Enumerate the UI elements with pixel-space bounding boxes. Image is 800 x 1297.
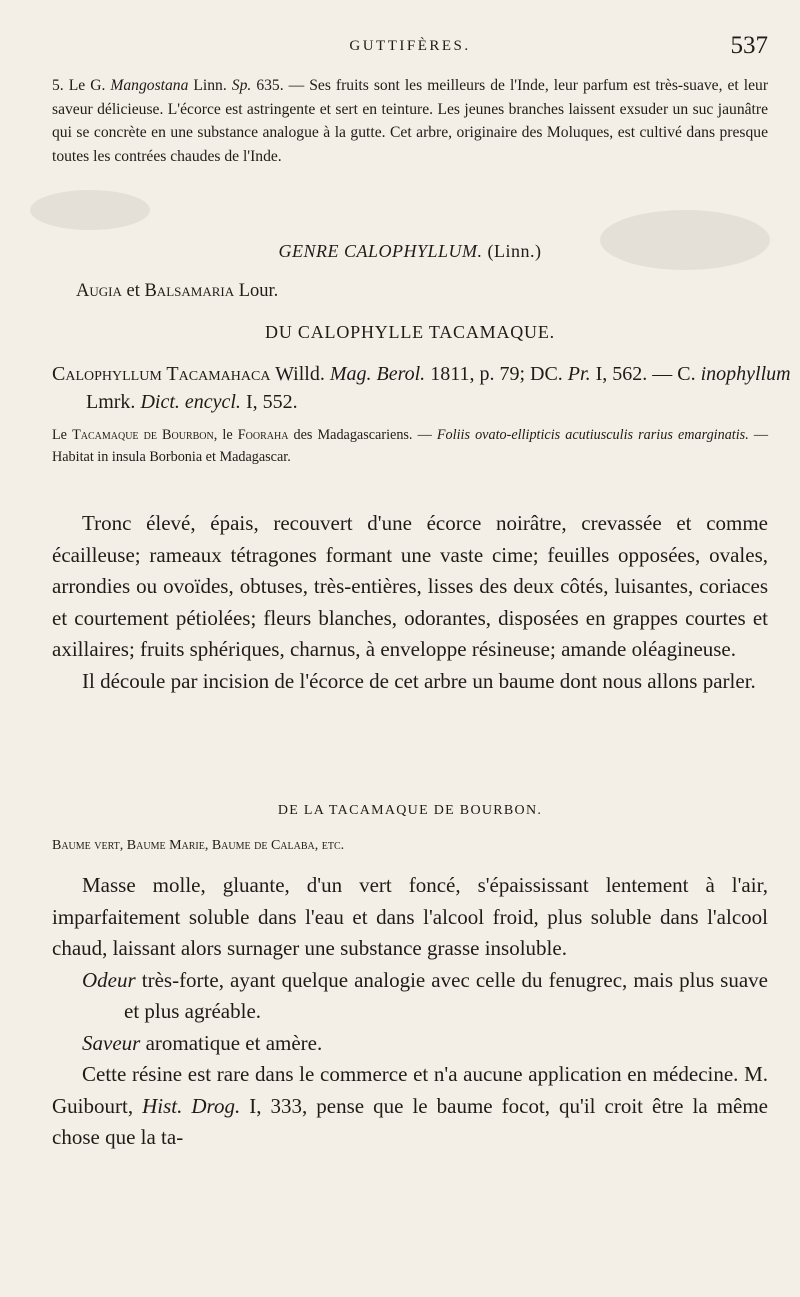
synonymy-ref1-rest: 1811, p. 79; DC. [430, 363, 563, 385]
synonymy-ref3-rest: I, 552. [245, 391, 298, 413]
page-number: 537 [730, 32, 768, 59]
odeur-label: Odeur [82, 967, 136, 992]
saveur-label: Saveur [82, 1030, 141, 1055]
genus-author: (Linn.) [487, 241, 542, 261]
synonymy-ref1: Willd. [275, 363, 325, 385]
genus-heading [52, 241, 768, 262]
synonymy-mag: Mag. Berol. [329, 363, 426, 385]
paragraph-saveur [52, 1028, 768, 1060]
paragraph-masse: Masse molle, gluante, d'un vert foncé, s'épaississant lentement à l'air, imparfaitement soluble dans l'eau et dans l'alcool froid, plus soluble dans l'alcool chaud, laissant alors surnager une substance grasse insoluble. [52, 873, 768, 960]
latin-p3: des Madagascariens. — [293, 427, 432, 443]
entry-sp-ref: Sp. [231, 77, 252, 94]
section-heading-tacamaque: DE LA TACAMAQUE DE BOURBON. [277, 803, 543, 818]
entry-number: 5. [52, 77, 64, 94]
synonymy-species2: inophyllum [700, 363, 791, 385]
final-text1: Cette résine est rare dans le commerce et n'a aucune application en médecine. M. Guibourt, [52, 1062, 768, 1118]
description-block [52, 508, 768, 697]
page-header [52, 32, 768, 66]
baume-names: Baume vert, Baume Marie, Baume de Calaba, etc. [52, 838, 345, 853]
entry-mangostana [52, 74, 768, 168]
genus-synonyms [52, 281, 792, 302]
final-text2: I, 333, pense que le baume focot, qu'il croit être la même chose que la ta- [52, 1093, 769, 1149]
latin-p2: , le [213, 427, 233, 443]
properties-block [52, 870, 768, 1154]
entry-genus: Le G. [68, 77, 106, 94]
paragraph-baume-intro: Il découle par incision de l'écorce de cet arbre un baume dont nous allons parler. [82, 668, 756, 693]
final-ref: Hist. Drog. [142, 1093, 241, 1118]
synonymy-ref3: Lmrk. [86, 391, 136, 413]
species-name: Calophyllum Tacamahaca [52, 363, 271, 385]
latin-habitat: — Habitat in insula Borbonia et Madagascar. [52, 427, 769, 465]
latin-description [52, 424, 768, 468]
synonym-author: Lour. [238, 281, 279, 301]
section-heading-calophylle: DU CALOPHYLLE TACAMAQUE. [265, 322, 555, 342]
entry-species: Mangostana [110, 77, 189, 94]
latin-common-name: Tacamaque de Bourbon [72, 427, 214, 443]
species-synonymy [52, 360, 800, 416]
synonym-joiner: et [126, 281, 140, 301]
saveur-text: aromatique et amère. [145, 1030, 323, 1055]
synonymy-pr: Pr. [567, 363, 591, 385]
latin-diagnosis: Foliis ovato-ellipticis acutiusculis rarius emarginatis. [436, 427, 749, 443]
latin-p1: Le [52, 427, 67, 443]
running-title: GUTTIFÈRES. [349, 38, 471, 54]
paragraph-odeur [52, 965, 768, 1028]
odeur-text: très-forte, ayant quelque analogie avec celle du fenugrec, mais plus suave et plus agréable. [124, 967, 768, 1023]
synonym-augia: Augia [76, 281, 122, 301]
entry-author: Linn. [193, 77, 227, 94]
entry-text: 635. — Ses fruits sont les meilleurs de l'Inde, leur parfum est très-suave, et leur saveur délicieuse. L'écorce est astringente et sert en teinture. Les jeunes branches laissent exsuder un suc jaunâtre qui se concrète en une substance analogue à la gutte. Cet arbre, originaire des Moluques, est cultivé dans presque toutes les contrées chaudes de l'Inde. [52, 77, 769, 165]
genus-title: GENRE CALOPHYLLUM. [278, 241, 483, 261]
paragraph-trunk: Tronc élevé, épais, recouvert d'une écorce noirâtre, crevassée et comme écailleuse; rameaux tétragones formant une vaste cime; feuilles opposées, ovales, arrondies ou ovoïdes, obtuses, très-entières, lisses des deux côtés, luisantes, coriaces et courtement pétiolées; fleurs blanches, odorantes, disposées en grappes courtes et axillaires; fruits sphériques, charnus, à enveloppe résineuse; amande oléagineuse. [52, 511, 768, 661]
page-stain [30, 190, 150, 230]
synonymy-ref2: I, 562. — C. [595, 363, 696, 385]
synonym-balsamaria: Balsamaria [144, 281, 235, 301]
synonymy-dict: Dict. encycl. [140, 391, 241, 413]
paragraph-final [52, 1059, 768, 1154]
latin-local-name: Fooraha [237, 427, 289, 443]
